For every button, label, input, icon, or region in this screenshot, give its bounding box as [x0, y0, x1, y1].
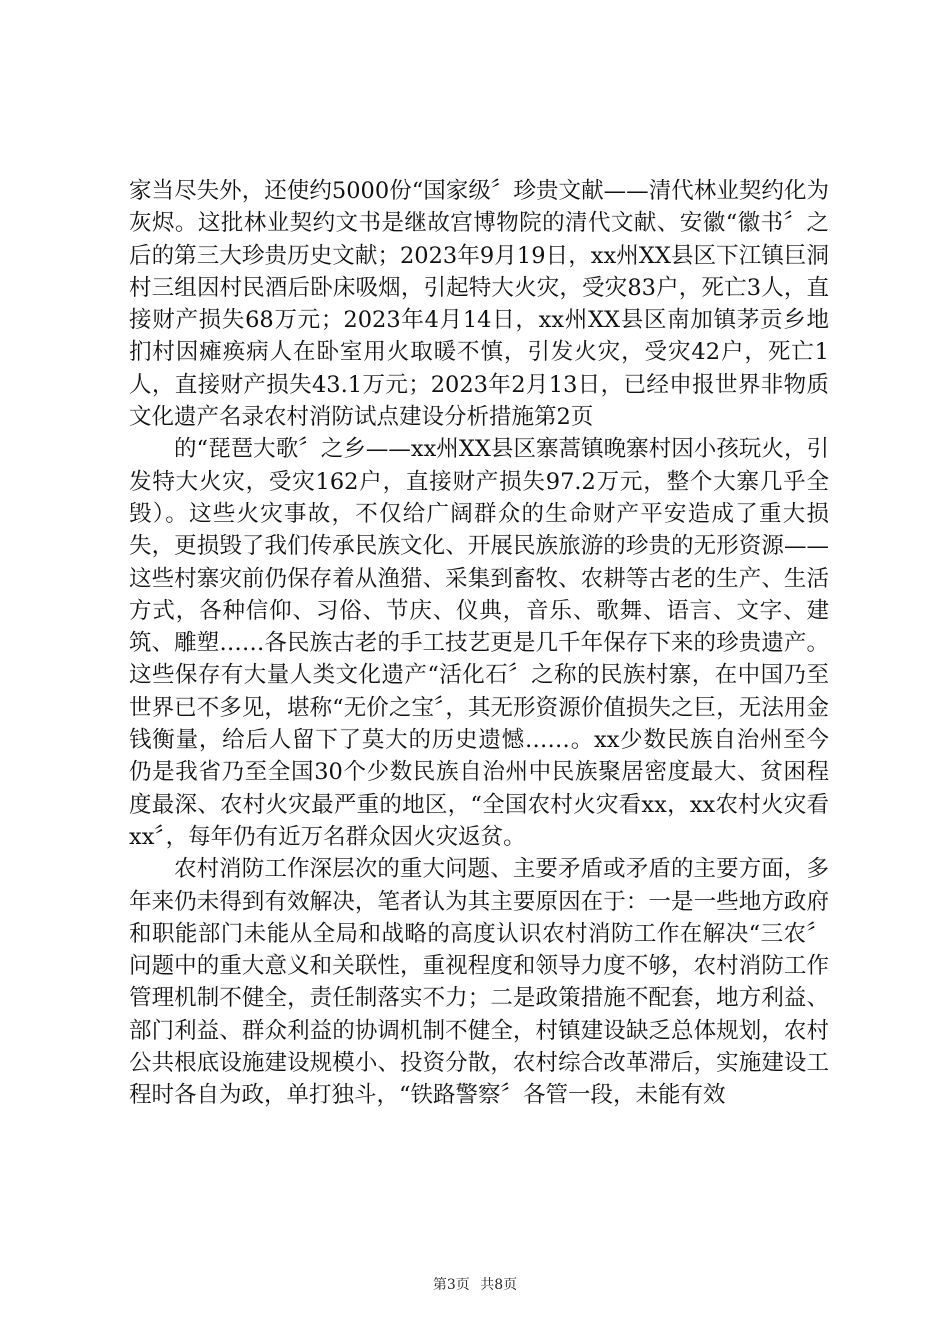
- paragraph-1: 家当尽失外，还使约5000份“国家级〞珍贵文献——清代林业契约化为灰烬。这批林业契约文书是继故宫博物院的清代文献、安徽“徽书〞之后的第三大珍贵历史文献；2023年9月19日，xx州XX县区下江镇巨洞村三组因村民酒后卧床吸烟，引起特大火灾，受灾83户，死亡3人，直接财产损失68万元；2023年4月14日，xx州XX县区南加镇茅贡乡地扪村因瘫痪病人在卧室用火取暖不慎，引发火灾，受灾42户，死亡1人，直接财产损失43.1万元；2023年2月13日，已经申报世界非物质文化遗产名录农村消防试点建设分析措施第2页: [129, 178, 829, 431]
- document-body: [129, 175, 829, 1112]
- page-footer: [0, 1275, 950, 1295]
- paragraph-2: 的“琵琶大歌〞之乡——xx州XX县区寨蒿镇晚寨村因小孩玩火，引发特大火灾，受灾162户，直接财产损失97.2万元，整个大寨几乎全毁）。这些火灾事故，不仅给广阔群众的生命财产平安造成了重大损失，更损毁了我们传承民族文化、开展民族旅游的珍贵的无形资源——这些村寨灾前仍保存着从渔猎、采集到畜牧、农耕等古老的生产、生活方式，各种信仰、习俗、节庆、仪典，音乐、歌舞、语言、文字、建筑、雕塑……各民族古老的手工技艺更是几千年保存下来的珍贵遗产。这些保存有大量人类文化遗产“活化石〞之称的民族村寨，在中国乃至世界已不多见，堪称“无价之宝〞，其无形资源价值损失之巨，无法用金钱衡量，给后人留下了莫大的历史遗憾……。xx少数民族自治州至今仍是我省乃至全国30个少数民族自治州中民族聚居密度最大、贫困程度最深、农村火灾最严重的地区，“全国农村火灾看xx，xx农村火灾看xx〞，每年仍有近万名群众因火灾返贫。: [129, 436, 829, 850]
- footer-current-page: 第3页: [432, 1277, 470, 1293]
- footer-total-pages: 共8页: [480, 1277, 518, 1293]
- paragraph-3: 农村消防工作深层次的重大问题、主要矛盾或矛盾的主要方面，多年来仍未得到有效解决，笔者认为其主要原因在于：一是一些地方政府和职能部门未能从全局和战略的高度认识农村消防工作在解决“三农〞问题中的重大意义和关联性，重视程度和领导力度不够，农村消防工作管理机制不健全，责任制落实不力；二是政策措施不配套，地方利益、部门利益、群众利益的协调机制不健全，村镇建设缺乏总体规划，农村公共根底设施建设规模小、投资分散，农村综合改革滞后，实施建设工程时各自为政，单打独斗，“铁路警察〞各管一段，未能有效: [129, 856, 829, 1109]
